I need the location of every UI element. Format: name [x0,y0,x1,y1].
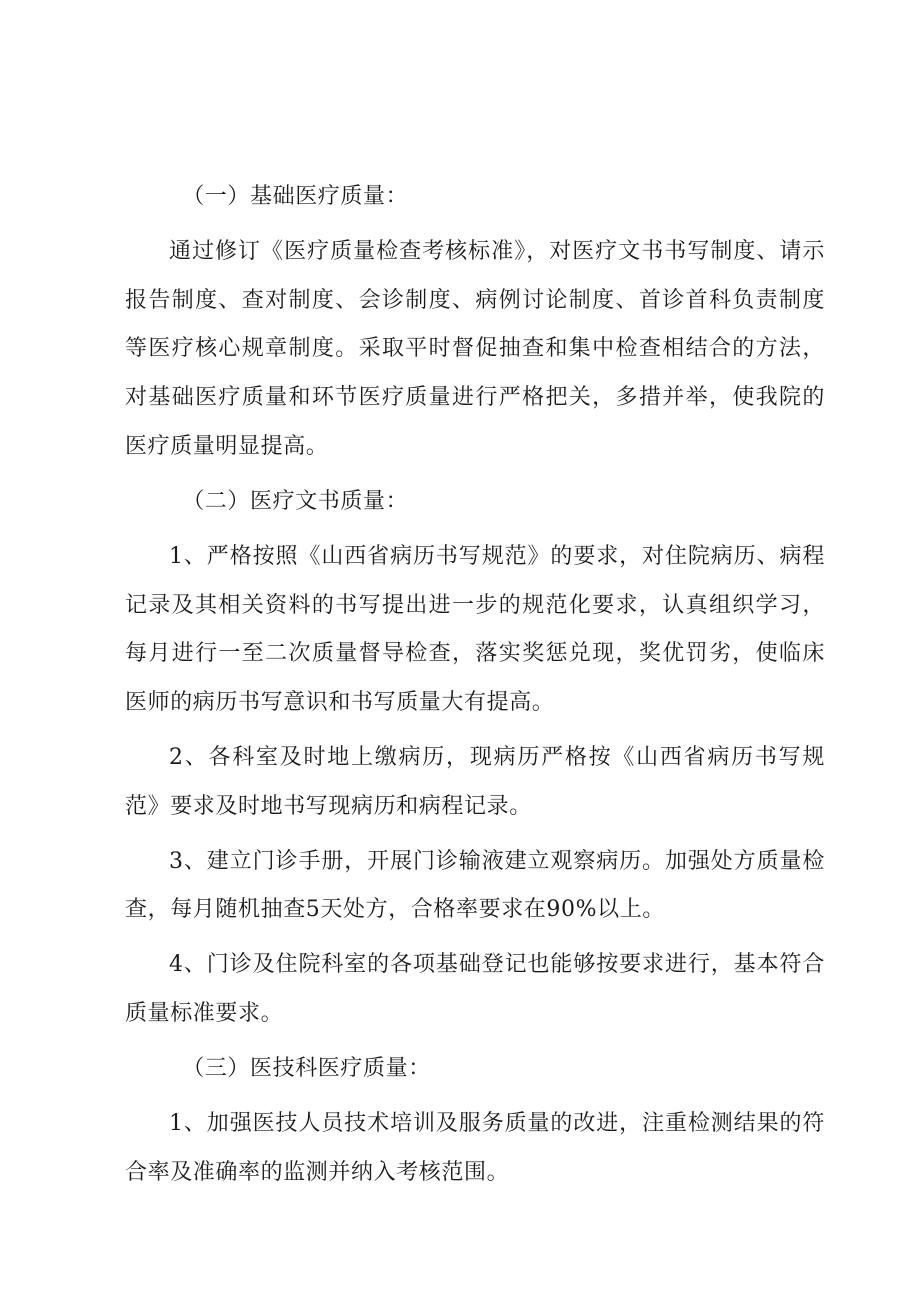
paragraph-document-quality-item-4: 4、门诊及住院科室的各项基础登记也能够按要求进行，基本符合质量标准要求。 [125,952,825,1027]
document-body [125,173,825,1198]
section-heading-technical-quality: （三）医技科医疗质量： [182,1056,431,1082]
paragraph-document-quality-item-2: 2、各科室及时地上缴病历，现病历严格按《山西省病历书写规范》要求及时地书写现病历和病程记录。 [125,744,825,819]
paragraph-basic-quality: 通过修订《医疗质量检查考核标准》，对医疗文书书写制度、请示报告制度、查对制度、会诊制度、病例讨论制度、首诊首科负责制度等医疗核心规章制度。采取平时督促抽查和集中检查相结合的方法，对基础医疗质量和环节医疗质量进行严格把关，多措并举，使我院的医疗质量明显提高。 [125,239,825,459]
paragraph-technical-quality-item-1: 1、加强医技人员技术培训及服务质量的改进，注重检测结果的符合率及准确率的监测并纳入考核范围。 [125,1111,825,1186]
paragraph-document-quality-item-3: 3、建立门诊手册，开展门诊输液建立观察病历。加强处方质量检查，每月随机抽查5天处方，合格率要求在90%以上。 [125,848,825,923]
section-heading-basic-quality: （一）基础医疗质量： [182,184,409,209]
paragraph-document-quality-item-1: 1、严格按照《山西省病历书写规范》的要求，对住院病历、病程记录及其相关资料的书写提出进一步的规范化要求，认真组织学习，每月进行一至二次质量督导检查，落实奖惩兑现，奖优罚劣，使临床医师的病历书写意识和书写质量大有提高。 [125,543,825,715]
section-heading-document-quality: （二）医疗文书质量： [182,488,409,514]
